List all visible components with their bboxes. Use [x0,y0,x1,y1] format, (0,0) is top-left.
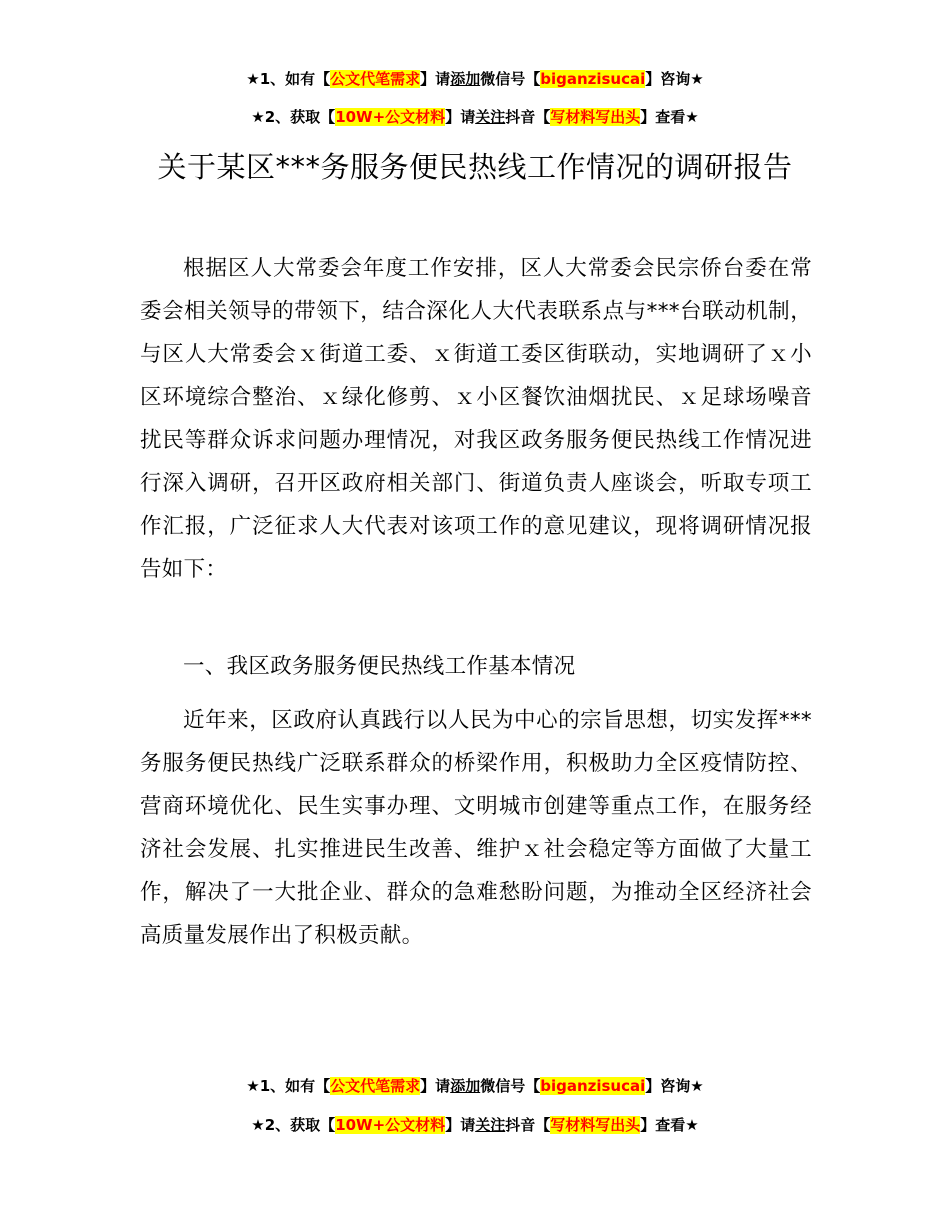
promo-underlined: 关注 [475,1116,506,1134]
promo-wechat-id: biganzisucai [540,70,646,88]
promo-header-line-1 [0,68,950,90]
promo-text: 】查看★ [640,108,699,126]
promo-text: 抖音【 [505,1116,551,1134]
document-title: 关于某区***务服务便民热线工作情况的调研报告 [157,150,793,184]
section-heading-1 [140,645,812,688]
promo-douyin-id: 写材料写出头 [550,1116,641,1134]
promo-highlight: 公文代笔需求 [330,1077,421,1095]
promo-highlight: 10W+公文材料 [335,108,446,126]
promo-footer-line-1 [0,1075,950,1097]
promo-highlight: 公文代笔需求 [330,70,421,88]
promo-text: ★2、获取【 [251,1116,336,1134]
promo-text: 】查看★ [640,1116,699,1134]
promo-footer-line-2 [0,1114,950,1136]
body-paragraph-2 [140,699,812,957]
promo-text: 微信号【 [480,1077,541,1095]
promo-underlined: 关注 [475,108,506,126]
promo-text: 微信号【 [480,70,541,88]
promo-text: 抖音【 [505,108,551,126]
paragraph-text: 根据区人大常委会年度工作安排，区人大常委会民宗侨台委在常委会相关领导的带领下，结合深化人大代表联系点与***台联动机制，与区人大常委会ｘ街道工委、ｘ街道工委区街联动，实地调研了ｘ小区环境综合整治、ｘ绿化修剪、ｘ小区餐饮油烟扰民、ｘ足球场噪音扰民等群众诉求问题办理情况，对我区政务服务便民热线工作情况进行深入调研，召开区政府相关部门、街道负责人座谈会，听取专项工作汇报，广泛征求人大代表对该项工作的意见建议，现将调研情况报告如下： [140,256,812,582]
promo-underlined: 添加 [450,1077,481,1095]
promo-text: 】请 [445,1116,476,1134]
paragraph-text: 近年来，区政府认真践行以人民为中心的宗旨思想，切实发挥***务服务便民热线广泛联系群众的桥梁作用，积极助力全区疫情防控、营商环境优化、民生实事办理、文明城市创建等重点工作，在服务经济社会发展、扎实推进民生改善、维护ｘ社会稳定等方面做了大量工作，解决了一大批企业、群众的急难愁盼问题，为推动全区经济社会高质量发展作出了积极贡献。 [140,708,812,948]
promo-text: 】咨询★ [645,70,704,88]
promo-text: 】请 [420,1077,451,1095]
promo-text: 】请 [445,108,476,126]
promo-header-line-2 [0,106,950,128]
promo-wechat-id: biganzisucai [540,1077,646,1095]
promo-text: ★2、获取【 [251,108,336,126]
promo-text: 】请 [420,70,451,88]
heading-text: 一、我区政务服务便民热线工作基本情况 [183,654,576,679]
promo-douyin-id: 写材料写出头 [550,108,641,126]
body-paragraph-1 [140,247,812,591]
promo-text: 】咨询★ [645,1077,704,1095]
promo-underlined: 添加 [450,70,481,88]
promo-highlight: 10W+公文材料 [335,1116,446,1134]
promo-text: ★1、如有【 [246,70,331,88]
promo-text: ★1、如有【 [246,1077,331,1095]
